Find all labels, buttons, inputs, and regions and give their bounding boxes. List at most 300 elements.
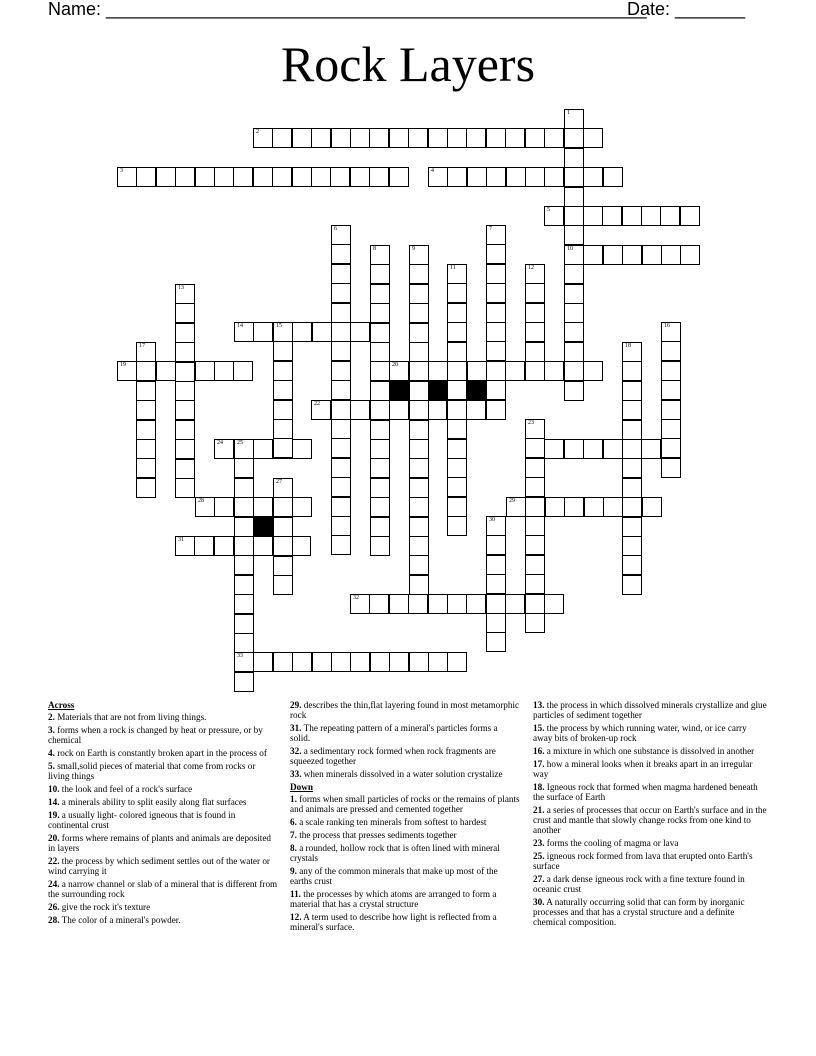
grid-cell[interactable]: [525, 167, 545, 187]
grid-cell[interactable]: [564, 225, 584, 245]
grid-cell[interactable]: [234, 517, 254, 537]
grid-cell[interactable]: [486, 594, 506, 614]
grid-cell[interactable]: [370, 458, 390, 478]
grid-cell[interactable]: [312, 322, 332, 342]
grid-cell[interactable]: [525, 613, 545, 633]
grid-cell[interactable]: [234, 536, 254, 556]
grid-cell[interactable]: [466, 128, 486, 148]
grid-cell[interactable]: [602, 206, 622, 226]
grid-cell[interactable]: [525, 555, 545, 575]
grid-cell[interactable]: [409, 420, 429, 440]
grid-cell[interactable]: [447, 128, 467, 148]
grid-cell[interactable]: [234, 439, 254, 459]
grid-cell[interactable]: [234, 672, 254, 692]
grid-cell[interactable]: [370, 478, 390, 498]
grid-cell[interactable]: [525, 458, 545, 478]
grid-cell[interactable]: [622, 497, 642, 517]
grid-cell[interactable]: [253, 128, 273, 148]
grid-cell[interactable]: [175, 381, 195, 401]
grid-cell[interactable]: [564, 206, 584, 226]
grid-cell[interactable]: [253, 167, 273, 187]
grid-cell[interactable]: [273, 438, 293, 458]
grid-cell[interactable]: [253, 439, 273, 459]
grid-cell[interactable]: [525, 283, 545, 303]
grid-cell[interactable]: [641, 439, 661, 459]
grid-cell[interactable]: [136, 167, 156, 187]
grid-cell[interactable]: [331, 438, 351, 458]
grid-cell[interactable]: [486, 303, 506, 323]
grid-cell[interactable]: [331, 516, 351, 536]
grid-cell[interactable]: [564, 284, 584, 304]
grid-cell[interactable]: [273, 575, 293, 595]
grid-cell[interactable]: [369, 594, 389, 614]
grid-cell[interactable]: [447, 652, 467, 672]
grid-cell[interactable]: [680, 245, 700, 265]
grid-cell[interactable]: [622, 517, 642, 537]
grid-cell[interactable]: [564, 148, 584, 168]
grid-cell[interactable]: [428, 128, 448, 148]
grid-cell[interactable]: [642, 245, 662, 265]
grid-cell[interactable]: [234, 458, 254, 478]
grid-cell[interactable]: [389, 652, 409, 672]
grid-cell[interactable]: [195, 361, 215, 381]
grid-cell[interactable]: [408, 128, 428, 148]
grid-cell[interactable]: [136, 458, 156, 478]
grid-cell[interactable]: [331, 264, 351, 284]
grid-cell[interactable]: [544, 361, 564, 381]
grid-cell[interactable]: [350, 322, 370, 342]
grid-cell[interactable]: [447, 167, 467, 187]
grid-cell[interactable]: [389, 361, 409, 381]
grid-cell[interactable]: [331, 497, 351, 517]
grid-cell[interactable]: [564, 187, 584, 207]
grid-cell[interactable]: [545, 497, 565, 517]
grid-cell[interactable]: [409, 575, 429, 595]
grid-cell[interactable]: [447, 419, 467, 439]
grid-cell[interactable]: [331, 128, 351, 148]
grid-cell[interactable]: [136, 439, 156, 459]
grid-cell[interactable]: [331, 477, 351, 497]
grid-cell[interactable]: [331, 400, 351, 420]
grid-cell[interactable]: [661, 380, 681, 400]
grid-cell[interactable]: [622, 400, 642, 420]
grid-cell[interactable]: [428, 652, 448, 672]
grid-cell[interactable]: [292, 167, 312, 187]
grid-cell[interactable]: [409, 497, 429, 517]
grid-cell[interactable]: [525, 497, 545, 517]
grid-cell[interactable]: [409, 245, 429, 265]
grid-cell[interactable]: [311, 128, 331, 148]
grid-cell[interactable]: [409, 555, 429, 575]
grid-cell[interactable]: [175, 400, 195, 420]
grid-cell[interactable]: [564, 342, 584, 362]
grid-cell[interactable]: [467, 167, 487, 187]
grid-cell[interactable]: [311, 167, 331, 187]
grid-cell[interactable]: [156, 167, 176, 187]
grid-cell[interactable]: [330, 167, 350, 187]
grid-cell[interactable]: [253, 497, 273, 517]
grid-cell[interactable]: [331, 380, 351, 400]
grid-cell[interactable]: [331, 458, 351, 478]
grid-cell[interactable]: [408, 594, 428, 614]
grid-cell[interactable]: [331, 283, 351, 303]
grid-cell[interactable]: [486, 555, 506, 575]
grid-cell[interactable]: [350, 594, 370, 614]
grid-cell[interactable]: [136, 400, 156, 420]
grid-cell[interactable]: [525, 516, 545, 536]
grid-cell[interactable]: [603, 245, 623, 265]
grid-cell[interactable]: [409, 342, 429, 362]
grid-cell[interactable]: [234, 633, 254, 653]
grid-cell[interactable]: [273, 400, 293, 420]
grid-cell[interactable]: [350, 652, 370, 672]
grid-cell[interactable]: [447, 380, 467, 400]
grid-cell[interactable]: [292, 652, 312, 672]
grid-cell[interactable]: [350, 167, 370, 187]
grid-cell[interactable]: [486, 380, 506, 400]
grid-cell[interactable]: [428, 361, 448, 381]
grid-cell[interactable]: [583, 167, 603, 187]
grid-cell[interactable]: [467, 361, 487, 381]
grid-cell[interactable]: [370, 323, 390, 343]
grid-cell[interactable]: [544, 128, 564, 148]
grid-cell[interactable]: [661, 400, 681, 420]
grid-cell[interactable]: [622, 439, 642, 459]
grid-cell[interactable]: [583, 245, 603, 265]
grid-cell[interactable]: [466, 400, 486, 420]
grid-cell[interactable]: [409, 439, 429, 459]
grid-cell[interactable]: [525, 477, 545, 497]
grid-cell[interactable]: [603, 439, 623, 459]
grid-cell[interactable]: [234, 478, 254, 498]
grid-cell[interactable]: [311, 400, 331, 420]
grid-cell[interactable]: [331, 225, 351, 245]
grid-cell[interactable]: [389, 594, 409, 614]
grid-cell[interactable]: [564, 303, 584, 323]
grid-cell[interactable]: [622, 478, 642, 498]
grid-cell[interactable]: [331, 322, 351, 342]
grid-cell[interactable]: [486, 535, 506, 555]
grid-cell[interactable]: [486, 128, 506, 148]
grid-cell[interactable]: [622, 342, 642, 362]
grid-cell[interactable]: [175, 303, 195, 323]
grid-cell[interactable]: [622, 536, 642, 556]
grid-cell[interactable]: [680, 206, 700, 226]
grid-cell[interactable]: [486, 613, 506, 633]
grid-cell[interactable]: [564, 245, 584, 265]
grid-cell[interactable]: [253, 536, 273, 556]
grid-cell[interactable]: [505, 594, 525, 614]
grid-cell[interactable]: [389, 167, 409, 187]
grid-cell[interactable]: [447, 264, 467, 284]
grid-cell[interactable]: [428, 594, 448, 614]
grid-cell[interactable]: [447, 439, 467, 459]
grid-cell[interactable]: [273, 361, 293, 381]
grid-cell[interactable]: [622, 420, 642, 440]
grid-cell[interactable]: [525, 128, 545, 148]
grid-cell[interactable]: [292, 497, 312, 517]
grid-cell[interactable]: [175, 536, 195, 556]
grid-cell[interactable]: [273, 652, 293, 672]
grid-cell[interactable]: [583, 361, 603, 381]
grid-cell[interactable]: [409, 478, 429, 498]
grid-cell[interactable]: [486, 167, 506, 187]
grid-cell[interactable]: [273, 556, 293, 576]
date-field[interactable]: Date: _______: [627, 0, 746, 19]
grid-cell[interactable]: [409, 361, 429, 381]
grid-cell[interactable]: [525, 594, 545, 614]
grid-cell[interactable]: [447, 594, 467, 614]
grid-cell[interactable]: [447, 303, 467, 323]
grid-cell[interactable]: [564, 381, 584, 401]
grid-cell[interactable]: [273, 497, 293, 517]
grid-cell[interactable]: [466, 594, 486, 614]
grid-cell[interactable]: [195, 167, 215, 187]
grid-cell[interactable]: [175, 284, 195, 304]
grid-cell[interactable]: [175, 459, 195, 479]
grid-cell[interactable]: [486, 244, 506, 264]
grid-cell[interactable]: [370, 439, 390, 459]
grid-cell[interactable]: [369, 167, 389, 187]
grid-cell[interactable]: [661, 419, 681, 439]
grid-cell[interactable]: [544, 439, 564, 459]
grid-cell[interactable]: [583, 128, 603, 148]
grid-cell[interactable]: [506, 497, 526, 517]
grid-cell[interactable]: [447, 497, 467, 517]
grid-cell[interactable]: [370, 400, 390, 420]
grid-cell[interactable]: [234, 575, 254, 595]
grid-cell[interactable]: [447, 400, 467, 420]
grid-cell[interactable]: [273, 517, 293, 537]
grid-cell[interactable]: [292, 322, 312, 342]
grid-cell[interactable]: [370, 381, 390, 401]
grid-cell[interactable]: [136, 420, 156, 440]
grid-cell[interactable]: [389, 128, 409, 148]
grid-cell[interactable]: [234, 322, 254, 342]
grid-cell[interactable]: [447, 342, 467, 362]
grid-cell[interactable]: [641, 206, 661, 226]
grid-cell[interactable]: [273, 341, 293, 361]
grid-cell[interactable]: [370, 284, 390, 304]
grid-cell[interactable]: [175, 420, 195, 440]
grid-cell[interactable]: [486, 361, 506, 381]
grid-cell[interactable]: [409, 652, 429, 672]
grid-cell[interactable]: [370, 652, 390, 672]
grid-cell[interactable]: [117, 167, 137, 187]
grid-cell[interactable]: [661, 341, 681, 361]
grid-cell[interactable]: [603, 497, 623, 517]
grid-cell[interactable]: [564, 322, 584, 342]
grid-cell[interactable]: [117, 361, 137, 381]
grid-cell[interactable]: [447, 516, 467, 536]
grid-cell[interactable]: [583, 206, 603, 226]
grid-cell[interactable]: [564, 361, 584, 381]
grid-cell[interactable]: [486, 341, 506, 361]
grid-cell[interactable]: [273, 322, 293, 342]
grid-cell[interactable]: [370, 245, 390, 265]
grid-cell[interactable]: [272, 128, 292, 148]
grid-cell[interactable]: [175, 342, 195, 362]
grid-cell[interactable]: [331, 303, 351, 323]
grid-cell[interactable]: [544, 206, 564, 226]
grid-cell[interactable]: [175, 478, 195, 498]
grid-cell[interactable]: [136, 381, 156, 401]
grid-cell[interactable]: [525, 535, 545, 555]
grid-cell[interactable]: [175, 362, 195, 382]
grid-cell[interactable]: [661, 458, 681, 478]
grid-cell[interactable]: [409, 517, 429, 537]
grid-cell[interactable]: [486, 283, 506, 303]
grid-cell[interactable]: [409, 400, 429, 420]
grid-cell[interactable]: [370, 342, 390, 362]
grid-cell[interactable]: [409, 458, 429, 478]
grid-cell[interactable]: [389, 400, 409, 420]
grid-cell[interactable]: [486, 264, 506, 284]
grid-cell[interactable]: [331, 341, 351, 361]
grid-cell[interactable]: [136, 478, 156, 498]
grid-cell[interactable]: [603, 167, 623, 187]
grid-cell[interactable]: [661, 438, 681, 458]
grid-cell[interactable]: [233, 361, 253, 381]
grid-cell[interactable]: [584, 497, 604, 517]
grid-cell[interactable]: [234, 594, 254, 614]
grid-cell[interactable]: [525, 361, 545, 381]
grid-cell[interactable]: [505, 361, 525, 381]
grid-cell[interactable]: [505, 128, 525, 148]
grid-cell[interactable]: [486, 400, 506, 420]
grid-cell[interactable]: [447, 361, 467, 381]
grid-cell[interactable]: [370, 497, 390, 517]
grid-cell[interactable]: [660, 206, 680, 226]
grid-cell[interactable]: [331, 419, 351, 439]
grid-cell[interactable]: [272, 167, 292, 187]
grid-cell[interactable]: [622, 381, 642, 401]
grid-cell[interactable]: [447, 283, 467, 303]
grid-cell[interactable]: [622, 361, 642, 381]
grid-cell[interactable]: [622, 575, 642, 595]
grid-cell[interactable]: [409, 381, 429, 401]
grid-cell[interactable]: [292, 128, 312, 148]
grid-cell[interactable]: [564, 167, 584, 187]
grid-cell[interactable]: [331, 361, 351, 381]
grid-cell[interactable]: [253, 322, 273, 342]
grid-cell[interactable]: [175, 323, 195, 343]
grid-cell[interactable]: [409, 284, 429, 304]
grid-cell[interactable]: [544, 594, 564, 614]
grid-cell[interactable]: [486, 225, 506, 245]
grid-cell[interactable]: [234, 652, 254, 672]
grid-cell[interactable]: [486, 632, 506, 652]
grid-cell[interactable]: [214, 361, 234, 381]
grid-cell[interactable]: [525, 303, 545, 323]
grid-cell[interactable]: [564, 128, 584, 148]
grid-cell[interactable]: [370, 517, 390, 537]
grid-cell[interactable]: [312, 652, 332, 672]
grid-cell[interactable]: [661, 322, 681, 342]
grid-cell[interactable]: [214, 439, 234, 459]
grid-cell[interactable]: [564, 497, 584, 517]
grid-cell[interactable]: [525, 574, 545, 594]
grid-cell[interactable]: [195, 497, 215, 517]
grid-cell[interactable]: [525, 264, 545, 284]
grid-cell[interactable]: [622, 458, 642, 478]
grid-cell[interactable]: [369, 128, 389, 148]
grid-cell[interactable]: [331, 244, 351, 264]
grid-cell[interactable]: [486, 574, 506, 594]
grid-cell[interactable]: [370, 361, 390, 381]
grid-cell[interactable]: [350, 400, 370, 420]
grid-cell[interactable]: [331, 535, 351, 555]
grid-cell[interactable]: [583, 439, 603, 459]
grid-cell[interactable]: [525, 438, 545, 458]
grid-cell[interactable]: [506, 167, 526, 187]
grid-cell[interactable]: [447, 477, 467, 497]
grid-cell[interactable]: [564, 109, 584, 129]
grid-cell[interactable]: [233, 167, 253, 187]
grid-cell[interactable]: [136, 361, 156, 381]
grid-cell[interactable]: [370, 536, 390, 556]
grid-cell[interactable]: [661, 361, 681, 381]
grid-cell[interactable]: [234, 497, 254, 517]
grid-cell[interactable]: [253, 652, 273, 672]
grid-cell[interactable]: [370, 420, 390, 440]
grid-cell[interactable]: [564, 264, 584, 284]
grid-cell[interactable]: [331, 652, 351, 672]
grid-cell[interactable]: [350, 128, 370, 148]
grid-cell[interactable]: [234, 555, 254, 575]
grid-cell[interactable]: [564, 439, 584, 459]
grid-cell[interactable]: [622, 245, 642, 265]
grid-cell[interactable]: [156, 361, 176, 381]
grid-cell[interactable]: [447, 322, 467, 342]
grid-cell[interactable]: [194, 536, 214, 556]
grid-cell[interactable]: [273, 419, 293, 439]
grid-cell[interactable]: [214, 536, 234, 556]
grid-cell[interactable]: [214, 497, 234, 517]
grid-cell[interactable]: [175, 439, 195, 459]
grid-cell[interactable]: [234, 614, 254, 634]
grid-cell[interactable]: [370, 303, 390, 323]
grid-cell[interactable]: [409, 323, 429, 343]
grid-cell[interactable]: [544, 167, 564, 187]
grid-cell[interactable]: [525, 342, 545, 362]
grid-cell[interactable]: [622, 206, 642, 226]
grid-cell[interactable]: [136, 342, 156, 362]
grid-cell[interactable]: [273, 536, 293, 556]
grid-cell[interactable]: [273, 380, 293, 400]
grid-cell[interactable]: [409, 264, 429, 284]
grid-cell[interactable]: [447, 458, 467, 478]
grid-cell[interactable]: [409, 303, 429, 323]
grid-cell[interactable]: [427, 400, 447, 420]
grid-cell[interactable]: [292, 439, 312, 459]
grid-cell[interactable]: [525, 419, 545, 439]
grid-cell[interactable]: [409, 536, 429, 556]
grid-cell[interactable]: [486, 322, 506, 342]
grid-cell[interactable]: [486, 516, 506, 536]
grid-cell[interactable]: [661, 245, 681, 265]
grid-cell[interactable]: [642, 497, 662, 517]
grid-cell[interactable]: [214, 167, 234, 187]
name-field[interactable]: Name: ______________________________________________________: [48, 0, 647, 19]
grid-cell[interactable]: [273, 478, 293, 498]
grid-cell[interactable]: [428, 167, 448, 187]
grid-cell[interactable]: [622, 555, 642, 575]
grid-cell[interactable]: [291, 536, 311, 556]
grid-cell[interactable]: [175, 167, 195, 187]
grid-cell[interactable]: [370, 264, 390, 284]
grid-cell[interactable]: [525, 322, 545, 342]
